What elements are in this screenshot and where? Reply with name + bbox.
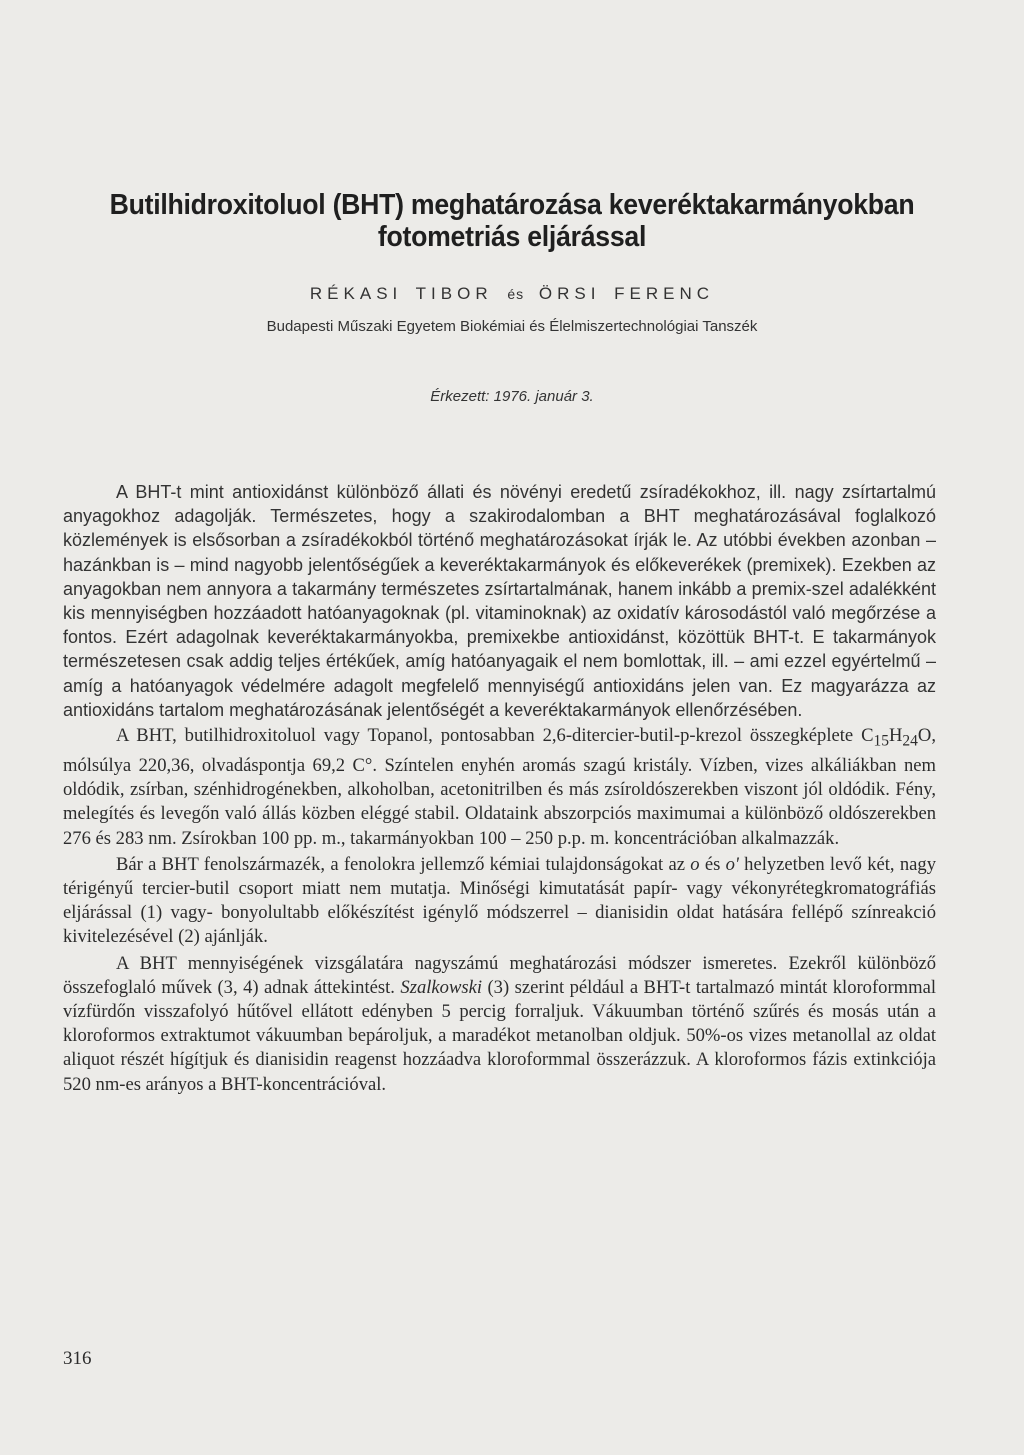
- ortho-position-1: o: [690, 853, 700, 875]
- formula-subscript-h: 24: [902, 732, 918, 750]
- paragraph-3-text-a: Bár a BHT fenolszármazék, a fenolokra jellemző kémiai tulajdonságokat az: [116, 853, 691, 875]
- paragraph-2: [63, 724, 936, 851]
- paragraph-4-text-b: (3) szerint például a BHT-t tartalmazó mintát kloroformmal vízfürdőn visszafolyó hűtővel ellátott edényben 5 percig forraljuk. Vákuumban történő szűrés és mosás után a kloroformos extraktumot vákuumban bepároljuk, a maradékot metanolban oldjuk. 50%-os vizes metanollal az oldat aliquot részét hígítjuk és dianisidin reagenst hozzáadva kloroformmal összerázzuk. A kloroformos fázis extinkciója 520 nm-es arányos a BHT-koncentrációval.: [63, 976, 936, 1095]
- paragraph-2-text-a: A BHT, butilhidroxitoluol vagy Topanol, pontosabban 2,6-ditercier-butil-p-krezol összegképlete C: [116, 725, 874, 747]
- author-1: RÉKASI TIBOR: [309, 284, 493, 303]
- formula-subscript-c: 15: [873, 732, 889, 750]
- page-number: 316: [63, 1348, 92, 1369]
- paragraph-3: [63, 853, 936, 950]
- article-title-line2: fotometriás eljárással: [377, 221, 647, 253]
- paragraph-4-text-a: A BHT mennyiségének vizsgálatára nagyszámú meghatározási módszer ismeretes. Ezekről különböző összefoglaló művek (3, 4) adnak áttekintést.: [63, 952, 936, 998]
- article-title-line1: Butilhidroxitoluol (BHT) meghatározása keveréktakarmányokban: [109, 189, 915, 221]
- author-2: ÖRSI FERENC: [538, 284, 715, 303]
- cited-author-name: Szalkowski: [400, 976, 483, 998]
- article-body: [63, 480, 936, 1097]
- received-date: Érkezett: 1976. január 3.: [430, 388, 594, 405]
- authors-line: [0, 284, 1024, 304]
- ortho-position-2: o': [725, 853, 739, 875]
- paragraph-3-text-b: és: [699, 853, 726, 875]
- author-conjunction: és: [507, 286, 525, 302]
- paragraph-2-text-c: O, mólsúlya 220,36, olvadáspontja 69,2 C°. Színtelen enyhén aromás szagú kristály. Vízben, vizes alkáliákban nem oldódik, zsírban, szénhidrogénekben, alkoholban, acetonitrilben és más zsíroldószerekben viszont jól oldódik. Fény, melegítés és levegőn való állás közben eléggé stabil. Oldataink abszorpciós maximumai a különböző oldószerekben 276 és 283 nm. Zsírokban 100 pp. m., takarmányokban 100 – 250 p.p. m. koncentrációban alkalmazzák.: [63, 725, 936, 849]
- paragraph-2-text-b: H: [888, 725, 903, 747]
- paragraph-1: A BHT-t mint antioxidánst különböző állati és növényi eredetű zsíradékokhoz, ill. nagy zsírtartalmú anyagokhoz adagolják. Természetes, hogy a szakirodalomban a BHT meghatározásával foglalkozó közlemények is elsősorban a zsíradékokból történő meghatározásokat írják le. Az utóbbi években azonban – hazánkban is – mind nagyobb jelentőségűek a keveréktakarmányok és előkeverékek (premixek). Ezekben az anyagokban nem annyora a takarmány természetes zsírtartalmának, hanem inkább a premix-szel adalékként kis mennyiségben hozzáadott hatóanyagoknak (pl. vitaminoknak) az oxidatív károsodástól való megőrzése a fontos. Ezért adagolnak keveréktakarmányokba, premixekbe antioxidánst, közöttük BHT-t. E takarmányok természetesen csak addig teljes értékűek, amíg hatóanyagaik el nem bomlottak, ill. – ami ezzel egyértelmű – amíg a hatóanyagok védelmére adagolt megfelelő mennyiségű antioxidáns jelen van. Ez magyarázza az antioxidáns tartalom meghatározásának jelentőségét a keveréktakarmányok ellenőrzésében.: [63, 482, 936, 720]
- paragraph-3-text-c: helyzetben levő két, nagy térigényű tercier-butil csoport miatt nem mutatja. Minőségi kimutatását papír- vagy vékonyrétegkromatográfiás eljárással (1) vagy- bonyolultabb előkészítést igénylő módszerrel – dianisidin oldat hatására fellépő színreakció kivitelezésével (2) ajánlják.: [63, 853, 936, 948]
- paragraph-4: [63, 952, 936, 1097]
- affiliation: Budapesti Műszaki Egyetem Biokémiai és Élelmiszertechnológiai Tanszék: [266, 318, 758, 335]
